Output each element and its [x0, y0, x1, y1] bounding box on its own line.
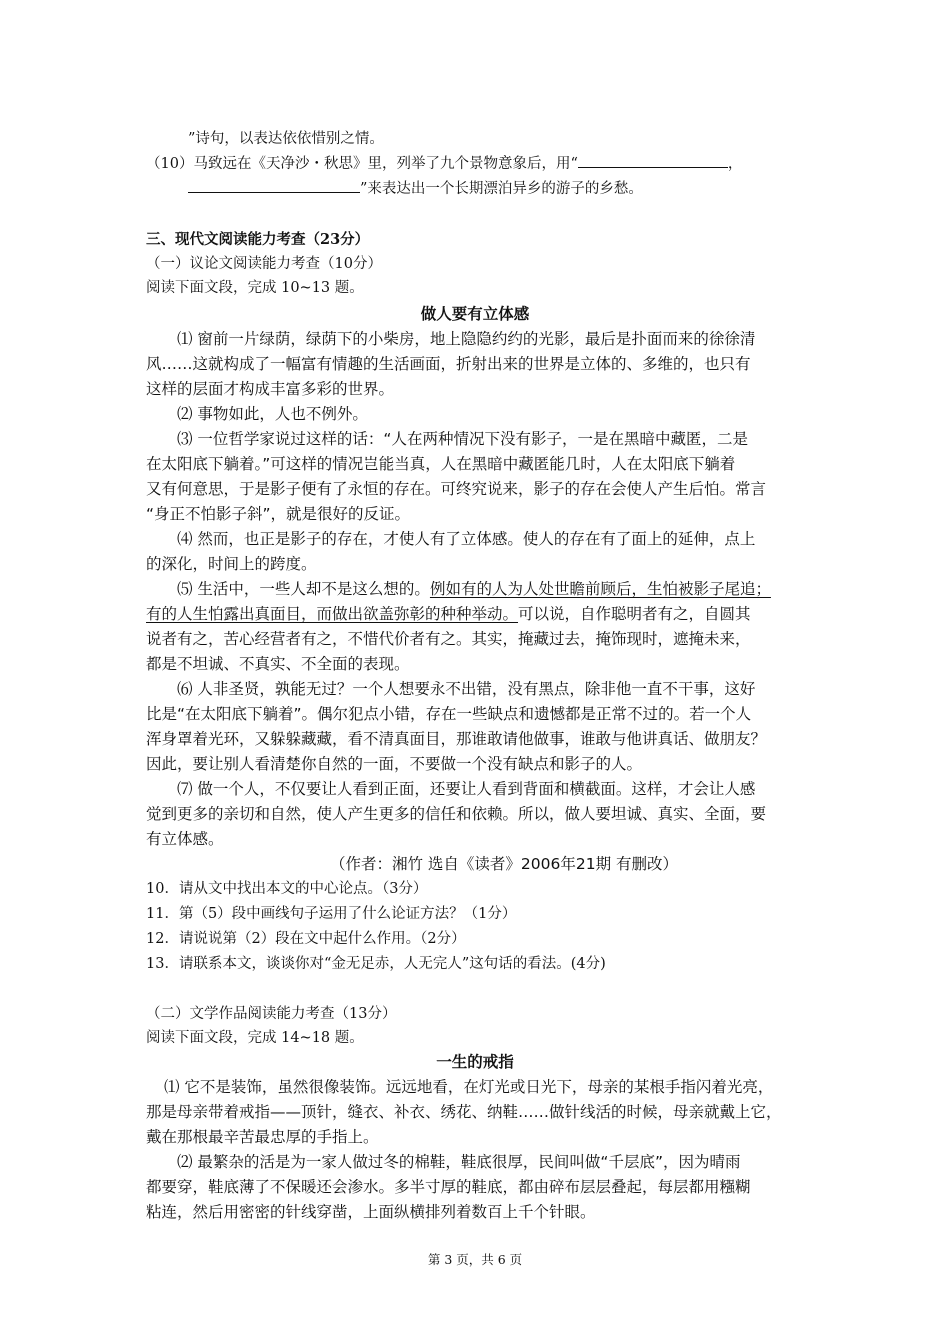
essay-paragraph-7-line: ⑺ 做一个人，不仅要让人看到正面，还要让人看到背面和横截面。这样，才会让人感 [177, 780, 756, 798]
subsection-heading-2: （二）文学作品阅读能力考查（13分） [146, 1006, 397, 1022]
story-paragraph-2-line: 都要穿，鞋底薄了不保暖还会渗水。多半寸厚的鞋底，都由碎布层层叠起，每层都用糨糊 [146, 1178, 751, 1196]
essay-paragraph-3-line: “身正不怕影子斜”，就是很好的反证。 [146, 505, 411, 523]
essay-paragraph-4-line: 的深化，时间上的跨度。 [146, 555, 317, 573]
essay-paragraph-7-line: 有立体感。 [146, 830, 224, 848]
question-12: 12．请说说第（2）段在文中起什么作用。（2分） [146, 931, 466, 947]
section-heading: 三、现代文阅读能力考查（23分） [146, 231, 370, 248]
essay-paragraph-7-line: 觉到更多的亲切和自然，使人产生更多的信任和依赖。所以，做人要坦诚、真实、全面，要 [146, 805, 767, 823]
question-10-prefix: （10）马致远在《天净沙・秋思》里，列举了九个景物意象后，用“ [146, 156, 578, 172]
subsection-heading-1: （一）议论文阅读能力考查（10分） [146, 256, 382, 272]
paragraph-5-text: ⑸ 生活中，一些人却不是这么想的。 [177, 580, 430, 598]
question-10-poem [146, 152, 742, 173]
essay-paragraph-6-line: 因此，要让别人看清楚你自然的一面，不要做一个没有缺点和影子的人。 [146, 755, 643, 773]
question-10: 10．请从文中找出本文的中心论点。（3分） [146, 881, 428, 897]
story-paragraph-2-line: ⑵ 最繁杂的活是为一家人做过冬的棉鞋，鞋底很厚，民间叫做“千层底”，因为晴雨 [177, 1153, 741, 1171]
essay-paragraph-3-line: 又有何意思，于是影子便有了永恒的存在。可终究说来，影子的存在会使人产生后怕。常言 [146, 480, 767, 498]
essay-paragraph-4-line: ⑷ 然而，也正是影子的存在，才使人有了立体感。使人的存在有了面上的延伸，点上 [177, 530, 756, 548]
essay-paragraph-5-line: 都是不坦诚、不真实、不全面的表现。 [146, 655, 410, 673]
answer-blank-1[interactable] [578, 166, 728, 168]
reading-instruction-2: 阅读下面文段，完成 14~18 题。 [146, 1030, 364, 1046]
question-10-poem-line2 [188, 177, 643, 198]
reading-instruction-1: 阅读下面文段，完成 10~13 题。 [146, 280, 364, 296]
essay-paragraph-6-line: 浑身罩着光环，又躲躲藏藏，看不清真面目，那谁敢请他做事，谁敢与他讲真话、做朋友？ [146, 730, 767, 748]
story-paragraph-1-line: 戴在那根最辛苦最忠厚的手指上。 [146, 1128, 379, 1146]
paragraph-5-text: 可以说，自作聪明者有之，自圆其 [518, 605, 751, 623]
essay-paragraph-1-line: 风……这就构成了一幅富有情趣的生活画面，折射出来的世界是立体的、多维的，也只有 [146, 355, 751, 373]
question-10-suffix: ”来表达出一个长期漂泊异乡的游子的乡愁。 [360, 181, 643, 197]
essay-paragraph-3-line: ⑶ 一位哲学家说过这样的话：“人在两种情况下没有影子，一是在黑暗中藏匿，二是 [177, 430, 748, 448]
essay-paragraph-3-line: 在太阳底下躺着。”可这样的情况岂能当真，人在黑暗中藏匿能几时，人在太阳底下躺着 [146, 455, 736, 473]
page-number-footer: 第 3 页，共 6 页 [427, 1252, 523, 1267]
question-13: 13．请联系本文，谈谈你对“金无足赤，人无完人”这句话的看法。(4分) [146, 956, 606, 972]
essay-paragraph-5-line [177, 577, 771, 599]
essay-paragraph-1-line: 这样的层面才构成丰富多彩的世界。 [146, 380, 395, 398]
underlined-sentence: 有的人生怕露出真面目，而做出欲盖弥彰的种种举动。 [146, 605, 519, 623]
underlined-sentence: 例如有的人为人处世瞻前顾后，生怕被影子尾追； [429, 580, 771, 598]
essay-paragraph-1-line: ⑴ 窗前一片绿荫，绿荫下的小柴房，地上隐隐约约的光影，最后是扑面而来的徐徐清 [177, 330, 756, 348]
essay-title: 做人要有立体感 [420, 305, 530, 323]
answer-blank-2[interactable] [188, 191, 360, 193]
story-title: 一生的戒指 [436, 1053, 514, 1071]
essay-paragraph-5-line: 说者有之，苦心经营者有之，不惜代价者有之。其实，掩藏过去，掩饰现时，遮掩未来， [146, 630, 751, 648]
story-paragraph-1-line: 那是母亲带着戒指——顶针，缝衣、补衣、绣花、纳鞋……做针线活的时候，母亲就戴上它， [146, 1103, 782, 1121]
poem-line-9-end: ”诗句，以表达依依惜别之情。 [188, 131, 384, 147]
essay-paragraph-6-line: ⑹ 人非圣贤，孰能无过？一个人想要永不出错，没有黑点，除非他一直不干事，这好 [177, 680, 756, 698]
essay-source: （作者：湘竹 选自《读者》2006年21期 有删改） [330, 855, 679, 873]
story-paragraph-1-line: ⑴ 它不是装饰，虽然很像装饰。远远地看，在灯光或日光下，母亲的某根手指闪着光亮， [164, 1078, 774, 1096]
story-paragraph-2-line: 粘连，然后用密密的针线穿凿，上面纵横排列着数百上千个针眼。 [146, 1203, 596, 1221]
question-11: 11．第（5）段中画线句子运用了什么论证方法？（1分） [146, 906, 517, 922]
essay-paragraph-2-line: ⑵ 事物如此，人也不例外。 [177, 405, 368, 423]
essay-paragraph-6-line: 比是“在太阳底下躺着”。偶尔犯点小错，存在一些缺点和遗憾都是正常不过的。若一个人 [146, 705, 752, 723]
essay-paragraph-5-line [146, 602, 751, 624]
question-10-comma: ， [727, 156, 743, 172]
